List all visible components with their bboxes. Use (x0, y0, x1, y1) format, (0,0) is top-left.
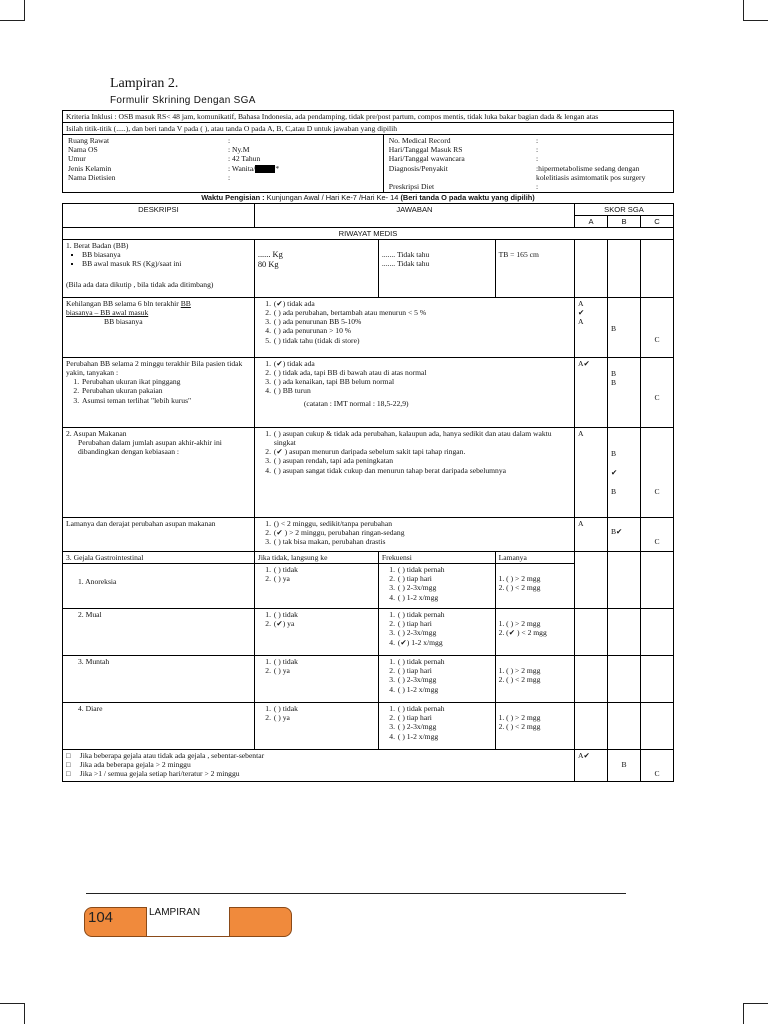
option: 1. ( ) tidak pernah (397, 565, 492, 574)
option: 1. (✔) tidak ada (273, 299, 571, 308)
identity-value: : (228, 136, 231, 146)
score-mark: C (654, 487, 660, 497)
option: 1. ( ) tidak pernah (397, 704, 492, 713)
intake-description (63, 428, 255, 518)
redaction-box (255, 165, 275, 173)
score-mark: B (621, 760, 627, 770)
record-identity (383, 135, 673, 193)
score-mark: B (610, 369, 617, 379)
score-mark: B (610, 378, 617, 388)
check-mark: ✔ (578, 308, 585, 318)
weight-description (63, 240, 255, 298)
gi-col-if: Jika tidak, langsung ke (254, 552, 378, 564)
gi-symptom (63, 703, 255, 750)
duration-description: Lamanya dan derajat perubahan asupan makanan (63, 518, 255, 552)
header-description: DESKRIPSI (63, 203, 255, 227)
inclusion-criteria: Kriteria Inklusi : OSB masuk RS< 48 jam, komunikatif, Bahasa Indonesia, ada pendamping, tidak pre/post partum, compos mentis, tidak luka bakar bagian dada & lengan atas (63, 111, 674, 123)
intake-title: 2. Asupan Makanan (66, 429, 127, 439)
gi-summary (63, 750, 575, 782)
identity-label: Jenis Kelamin (68, 163, 112, 173)
score-c (640, 358, 673, 428)
crop-mark-top-right (743, 0, 768, 21)
identity-value: : (228, 172, 231, 182)
score-c (640, 298, 673, 358)
score-b (607, 609, 640, 656)
weight-loss-options (254, 298, 574, 358)
score-c (640, 656, 673, 703)
score-b (607, 552, 640, 609)
score-mark: B (610, 449, 617, 459)
footer-label: LAMPIRAN (146, 907, 230, 937)
option: 1. ( ) asupan cukup & tidak ada perubahan, kalaupun ada, hanya sedikit dan atau dalam waktu singkat (273, 429, 571, 447)
weight-loss-underlined: BB (180, 299, 191, 309)
summary-item: Jika beberapa gejala atau tidak ada gejala , sebentar-sebentar (79, 751, 265, 761)
intake-text: Perubahan dalam jumlah asupan akhir-akhir ini dibandingkan dengan kebiasaan : (78, 438, 222, 457)
option: 3. ( ) asupan rendah, tapi ada peningkatan (273, 456, 571, 465)
diagnosis-value: :hipermetabolisme sedang dengan kolelitiasis asimtomatik pos surgery (536, 163, 646, 182)
square-bullet-icon: □ (66, 769, 71, 779)
gi-if (254, 609, 378, 656)
gi-duration (495, 703, 574, 750)
score-mark: A (578, 519, 584, 529)
medical-history-heading: RIWAYAT MEDIS (63, 227, 674, 239)
fill-time-prefix: Waktu Pengisian : (201, 192, 267, 202)
option: 4. ( ) BB turun (273, 386, 571, 395)
score-b (607, 518, 640, 552)
identity-label: Nama OS (68, 145, 98, 155)
score-mark: A✔ (578, 359, 590, 369)
gi-title: 3. Gejala Gastrointestinal (63, 552, 255, 564)
weight-item: ▪ BB biasanya (82, 250, 251, 259)
option: 1. ( ) > 2 mgg (498, 619, 541, 629)
option: 1. ( ) tidak (273, 657, 375, 666)
option: 2. ( ) tiap hari (397, 619, 492, 628)
weight-change-description (63, 358, 255, 428)
option: 4. ( ) ada penurunan > 10 % (273, 326, 571, 335)
score-b (607, 656, 640, 703)
score-b (607, 240, 640, 298)
gi-duration (495, 609, 574, 656)
score-b (607, 750, 640, 782)
info-table (62, 110, 674, 204)
record-label: Hari/Tanggal wawancara (388, 154, 465, 164)
score-c (640, 703, 673, 750)
identity-value: : 42 Tahun (228, 154, 261, 164)
option: 3. ( ) 2-3x/mgg (397, 583, 492, 592)
crop-mark-top-left (0, 0, 25, 21)
record-label: Hari/Tanggal Masuk RS (388, 145, 463, 155)
option: 3. ( ) ada kenaikan, tapi BB belum normal (273, 377, 571, 386)
weight-title: 1. Berat Badan (BB) (66, 241, 129, 251)
header-b: B (607, 215, 640, 227)
weight-usual: ...... Kg (257, 250, 283, 260)
option: 2. ( ) ya (273, 574, 375, 583)
score-a (575, 552, 608, 609)
option: 2. (✔ ) asupan menurun daripada sebelum sakit tapi tahap ringan. (273, 447, 571, 456)
identity-value (226, 164, 380, 173)
unknown-option: ....... Tidak tahu (381, 250, 430, 260)
gi-col-frequency: Frekuensi (378, 552, 495, 564)
score-a (575, 609, 608, 656)
option: 2. ( ) < 2 mgg (498, 583, 541, 593)
option: 5. ( ) tidak tahu (tidak di store) (273, 336, 571, 345)
option: 2. (✔) ya (273, 619, 375, 628)
sub-item: 3. Asumsi teman terlihat "lebih kurus" (81, 396, 251, 405)
score-c (640, 518, 673, 552)
score-c (640, 750, 673, 782)
score-b (607, 428, 640, 518)
option: 3. ( ) ada penurunan BB 5-10% (273, 317, 571, 326)
score-mark: C (654, 537, 660, 547)
square-bullet-icon: □ (66, 760, 71, 770)
score-mark: C (654, 393, 660, 403)
gi-frequency (378, 703, 495, 750)
gi-frequency (378, 609, 495, 656)
weight-change-options (254, 358, 574, 428)
gi-symptom (63, 656, 255, 703)
fill-time-suffix: (Beri tanda O pada waktu yang dipilih) (398, 192, 535, 202)
header-score: SKOR SGA (575, 203, 674, 215)
gender-value: : Wanita/ (228, 163, 256, 173)
record-label: Diagnosis/Penyakit (388, 163, 448, 173)
option: 1. ( ) tidak pernah (397, 657, 492, 666)
option: 1. ( ) > 2 mgg (498, 713, 541, 723)
gi-symptom (63, 609, 255, 656)
score-mark: C (654, 335, 660, 345)
option: 4. ( ) asupan sangat tidak cukup dan menurun tahap berat daripada sebelumnya (273, 466, 571, 475)
option: 2. (✔ ) > 2 minggu, perubahan ringan-sedang (273, 528, 571, 537)
summary-item: Jika ada beberapa gejala > 2 minggu (79, 760, 191, 770)
form-title: Formulir Skrining Dengan SGA (110, 95, 256, 106)
gi-frequency (378, 656, 495, 703)
option: 2. ( ) ya (273, 666, 375, 675)
weight-loss-denominator: BB biasanya (104, 317, 143, 327)
gi-symptom (63, 564, 255, 609)
page-number: 104 (88, 909, 114, 926)
option: 2. (✔ ) < 2 mgg (498, 628, 547, 638)
weight-loss-text: Kehilangan BB selama 6 bln terakhir (66, 299, 181, 309)
identity-label: Ruang Rawat (68, 136, 110, 146)
bmi-note: (catatan : IMT normal : 18,5-22,9) (303, 398, 409, 408)
option: 3. ( ) 2-3x/mgg (397, 722, 492, 731)
appendix-heading: Lampiran 2. (110, 76, 179, 91)
option: 4. (✔) 1-2 x/mgg (397, 638, 492, 647)
score-a (575, 428, 608, 518)
gi-if (254, 564, 378, 609)
option: 2. ( ) ya (273, 713, 375, 722)
option: 1. ( ) > 2 mgg (498, 666, 541, 676)
identity-label: Umur (68, 154, 86, 164)
option: 2. ( ) tiap hari (397, 574, 492, 583)
gi-if (254, 656, 378, 703)
score-c (640, 240, 673, 298)
score-mark: B (610, 324, 617, 334)
score-b (607, 358, 640, 428)
sub-item: 1. Perubahan ukuran ikat pinggang (81, 377, 251, 386)
option: 2. ( ) ada perubahan, bertambah atau menurun < 5 % (273, 308, 571, 317)
score-mark: A✔ (578, 751, 590, 761)
score-c (640, 609, 673, 656)
unknown-option: ....... Tidak tahu (381, 259, 430, 269)
gi-duration (495, 656, 574, 703)
weight-note: (Bila ada data dikutip , bila tidak ada ditimbang) (66, 280, 214, 290)
score-mark: B✔ (610, 527, 623, 537)
footer-rule (86, 893, 626, 894)
fill-instruction: Isilah titik-titik (.....), dan beri tanda V pada ( ), atau tanda O pada A, B, C,atau D untuk jawaban yang dipilih (63, 123, 674, 135)
score-a (575, 298, 608, 358)
duration-options (254, 518, 574, 552)
score-mark: A (578, 317, 584, 327)
option: 1. (✔) tidak ada (273, 359, 571, 368)
record-value: : (536, 136, 539, 146)
gi-col-duration: Lamanya (495, 552, 574, 564)
identity-label: Nama Dietisien (68, 172, 116, 182)
option: 2. ( ) tiap hari (397, 666, 492, 675)
fill-time-options: Kunjungan Awal / Hari Ke-7 /Hari Ke- 14 (266, 192, 399, 202)
record-label: Preskripsi Diet (388, 181, 435, 191)
header-answer: JAWABAN (254, 203, 574, 227)
intake-options (254, 428, 574, 518)
gi-frequency (378, 564, 495, 609)
weight-change-text: Perubahan BB selama 2 minggu terakhir Bila pasien tidak yakin, tanyakan : (66, 359, 243, 378)
check-mark: ✔ (610, 468, 618, 478)
option: 2. ( ) < 2 mgg (498, 722, 541, 732)
score-a (575, 656, 608, 703)
weight-loss-description (63, 298, 255, 358)
option: 2. ( ) tiap hari (397, 713, 492, 722)
gi-symptom-name: 4. Diare (78, 704, 103, 714)
height-value: TB = 165 cm (495, 240, 574, 298)
gi-symptom-name: 2. Mual (78, 610, 102, 620)
weight-values (254, 240, 378, 298)
crop-mark-bottom-left (0, 1003, 25, 1024)
option: 1. ( ) tidak (273, 610, 375, 619)
score-b (607, 298, 640, 358)
score-c (640, 428, 673, 518)
option: 1. ( ) tidak pernah (397, 610, 492, 619)
summary-item: Jika >1 / semua gejala setiap hari/teratur > 2 minggu (79, 769, 240, 779)
score-mark: C (654, 769, 660, 779)
option: 1. ( ) > 2 mgg (498, 574, 541, 584)
option: 3. ( ) 2-3x/mgg (397, 675, 492, 684)
weight-item: ▪ BB awal masuk RS (Kg)/saat ini (82, 259, 251, 268)
gi-if (254, 703, 378, 750)
score-a (575, 358, 608, 428)
score-mark: A (578, 429, 584, 439)
score-a (575, 240, 608, 298)
record-value: : (536, 145, 539, 155)
sga-form (62, 110, 674, 782)
sga-table (62, 203, 674, 782)
option: 4. ( ) 1-2 x/mgg (397, 593, 492, 602)
crop-mark-bottom-right (743, 1003, 768, 1024)
record-label: No. Medical Record (388, 136, 451, 146)
record-value: : (536, 181, 539, 191)
header-a: A (575, 215, 608, 227)
gi-symptom-name: 3. Muntah (78, 657, 110, 667)
score-a (575, 750, 608, 782)
option: 1. ( ) tidak (273, 565, 375, 574)
record-value: : (536, 154, 539, 164)
gi-duration (495, 564, 574, 609)
score-b (607, 703, 640, 750)
score-a (575, 518, 608, 552)
option: 2. ( ) tidak ada, tapi BB di bawah atau di atas normal (273, 368, 571, 377)
option: 4. ( ) 1-2 x/mgg (397, 732, 492, 741)
patient-identity (63, 135, 384, 193)
score-c (640, 552, 673, 609)
weight-current: 80 Kg (257, 260, 279, 270)
gi-symptom-name: 1. Anoreksia (78, 577, 117, 587)
square-bullet-icon: □ (66, 751, 71, 761)
weight-unknown (378, 240, 495, 298)
score-mark: B (610, 487, 617, 497)
option: 1. ( ) tidak (273, 704, 375, 713)
option: 2. ( ) < 2 mgg (498, 675, 541, 685)
option: 3. ( ) 2-3x/mgg (397, 628, 492, 637)
weight-loss-underlined-2: biasanya – BB awal masuk (66, 308, 149, 318)
sub-item: 2. Perubahan ukuran pakaian (81, 386, 251, 395)
option: 1. () < 2 minggu, sedikit/tanpa perubahan (273, 519, 571, 528)
gender-suffix: * (275, 163, 280, 173)
option: 3. ( ) tak bisa makan, perubahan drastis (273, 537, 571, 546)
identity-value: : Ny.M (228, 145, 250, 155)
header-c: C (640, 215, 673, 227)
option: 4. ( ) 1-2 x/mgg (397, 685, 492, 694)
score-a (575, 703, 608, 750)
score-mark: A (578, 299, 584, 309)
